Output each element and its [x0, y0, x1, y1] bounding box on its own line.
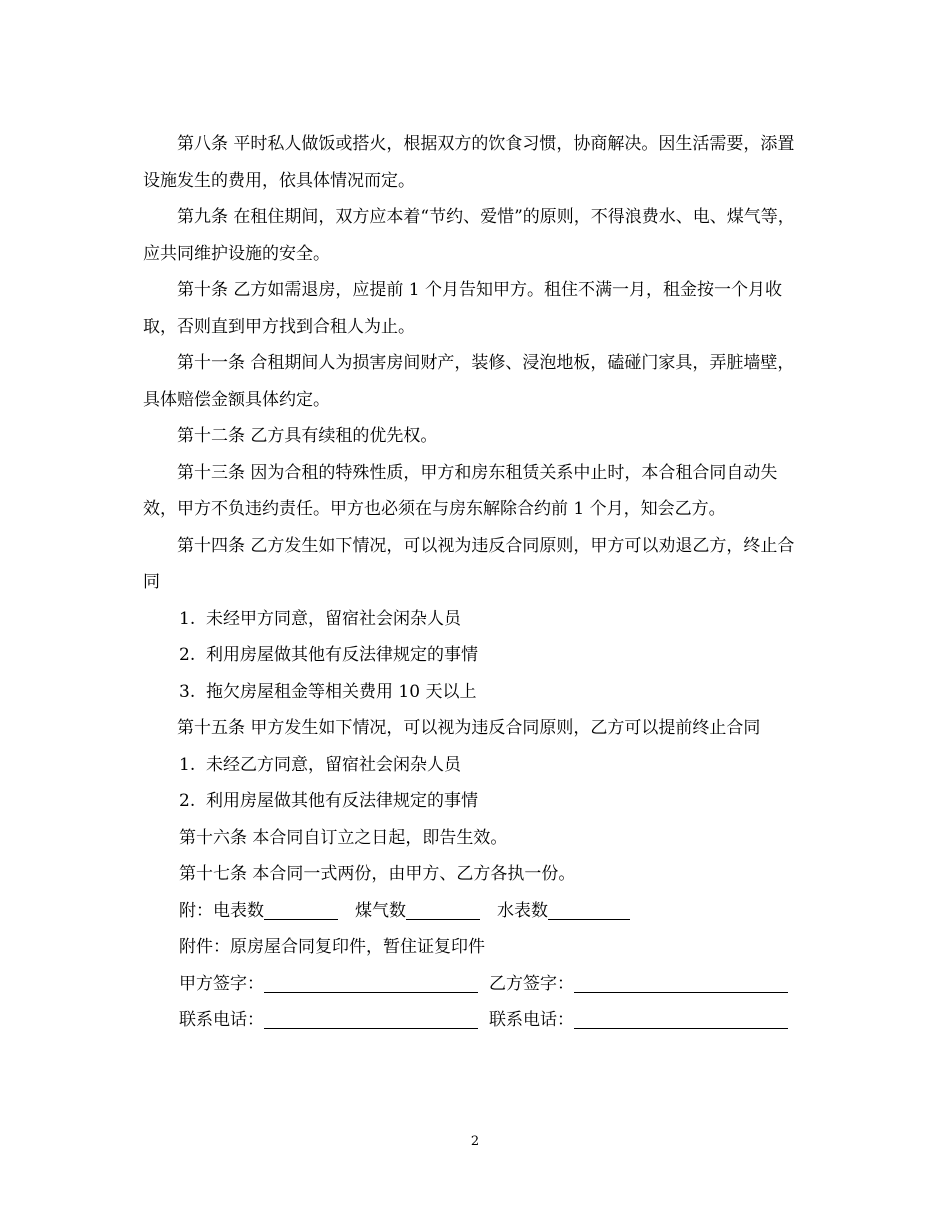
electric-meter-blank: [264, 897, 338, 920]
clause-12: 第十二条 乙方具有续租的优先权。: [177, 426, 438, 446]
phone-row: [143, 1002, 808, 1039]
clause-14: 第十四条 乙方发生如下情况，可以视为违反合同原则，甲方可以劝退乙方，终止合同: [143, 535, 795, 592]
clause-15: 第十五条 甲方发生如下情况，可以视为违反合同原则，乙方可以提前终止合同: [177, 718, 761, 738]
meter-readings: [143, 893, 808, 930]
clause-9: 第九条 在租住期间，双方应本着“节约、爱惜”的原则，不得浪费水、电、煤气等，应共同维护设施的安全。: [143, 207, 795, 264]
meters-prefix: 附：: [179, 900, 213, 921]
party-b-sign-blank: [574, 970, 788, 993]
clause-13: 第十三条 因为合租的特殊性质，甲方和房东租赁关系中止时，本合租合同自动失效，甲方不负违约责任。甲方也必须在与房东解除合约前 1 个月，知会乙方。: [143, 462, 778, 519]
signature-row: [143, 966, 808, 1003]
page-number: 2: [470, 1134, 480, 1149]
clause-16: 第十六条 本合同自订立之日起，即告生效。: [179, 827, 508, 848]
clause-11: 第十一条 合租期间人为损害房间财产，装修、浸泡地板，磕碰门家具，弄脏墙壁，具体赔偿金额具体约定。: [143, 353, 795, 410]
phone-b-blank: [574, 1006, 788, 1029]
contract-body: [143, 126, 808, 1039]
list-item: 2. 利用房屋做其他有反法律规定的事情: [179, 645, 478, 665]
gas-meter-label: 煤气数: [355, 900, 406, 921]
list-item: 1. 未经甲方同意，留宿社会闲杂人员: [179, 608, 461, 629]
clause-17: 第十七条 本合同一式两份，由甲方、乙方各执一份。: [179, 864, 576, 884]
water-meter-label: 水表数: [497, 900, 548, 921]
list-item: 2. 利用房屋做其他有反法律规定的事情: [179, 791, 478, 811]
electric-meter-label: 电表数: [213, 900, 264, 921]
list-item: 1. 未经乙方同意，留宿社会闲杂人员: [179, 754, 461, 775]
water-meter-blank: [548, 897, 630, 920]
party-a-sign-blank: [264, 970, 478, 993]
party-a-sign-label: 甲方签字：: [179, 973, 264, 994]
gas-meter-blank: [406, 897, 480, 920]
phone-a-blank: [264, 1006, 478, 1029]
phone-b-label: 联系电话：: [489, 1010, 574, 1030]
party-b-sign-label: 乙方签字：: [489, 973, 574, 994]
phone-a-label: 联系电话：: [179, 1010, 264, 1030]
attachment-note: 附件：原房屋合同复印件，暂住证复印件: [179, 937, 485, 957]
clause-10: 第十条 乙方如需退房，应提前 1 个月告知甲方。租住不满一月，租金按一个月收取，否则直到甲方找到合租人为止。: [143, 280, 783, 337]
list-item: 3. 拖欠房屋租金等相关费用 10 天以上: [179, 681, 477, 702]
clause-8: 第八条 平时私人做饭或搭火，根据双方的饮食习惯，协商解决。因生活需要，添置设施发生的费用，依具体情况而定。: [143, 134, 795, 191]
